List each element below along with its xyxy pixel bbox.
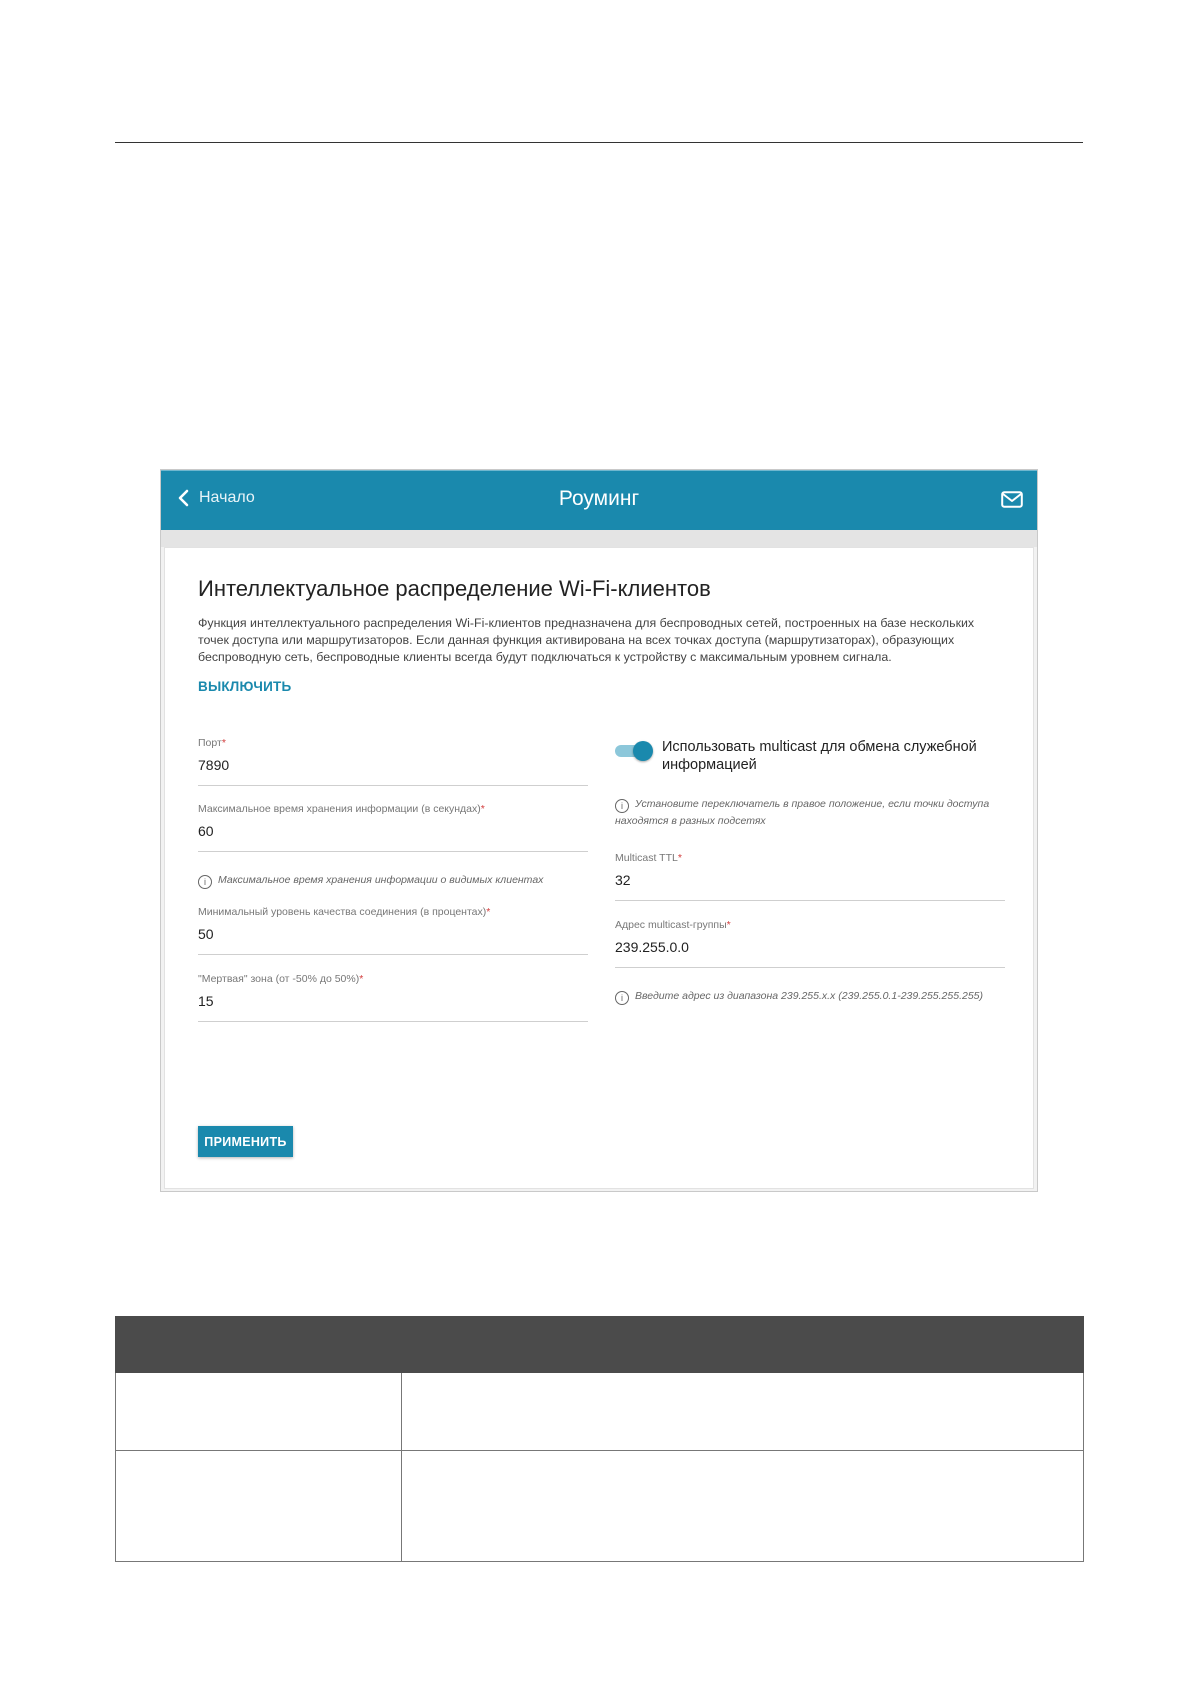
ttl-label: Multicast TTL [615, 852, 678, 864]
required-mark: * [677, 852, 682, 864]
apply-button[interactable]: ПРИМЕНИТЬ [198, 1126, 293, 1157]
settings-card [164, 547, 1034, 1189]
table-header-row [116, 1317, 1084, 1373]
group-address-label: Адрес multicast-группы [615, 919, 727, 931]
table-cell [402, 1373, 1084, 1451]
address-hint [615, 988, 1005, 1005]
toggle-hint-text: Установите переключатель в правое положение, если точки доступа находятся в разных подсетях [615, 798, 990, 827]
required-mark: * [359, 973, 364, 985]
min-quality-label: Минимальный уровень качества соединения (в процентах) [198, 906, 487, 918]
parameters-table [115, 1316, 1084, 1562]
table-header-cell [116, 1317, 1084, 1373]
table-cell [116, 1451, 402, 1562]
required-mark: * [726, 919, 731, 931]
dead-zone-input[interactable] [198, 993, 578, 1009]
port-input[interactable] [198, 757, 578, 773]
max-time-hint [198, 872, 588, 889]
router-ui-screenshot [160, 469, 1038, 1192]
address-hint-text: Введите адрес из диапазона 239.255.x.x (239.255.0.1-239.255.255.255) [635, 990, 984, 1002]
back-label: Начало [199, 489, 255, 506]
dead-zone-label: "Мертвая" зона (от -50% до 50%) [198, 973, 360, 985]
max-time-label: Максимальное время хранения информации (в секундах) [198, 803, 481, 815]
group-address-input[interactable] [615, 939, 995, 955]
ttl-field [615, 852, 1005, 901]
port-label: Порт [198, 737, 222, 749]
required-mark: * [221, 737, 226, 749]
info-icon: i [198, 875, 212, 889]
required-mark: * [480, 803, 485, 815]
min-quality-field [198, 906, 588, 955]
min-quality-input[interactable] [198, 926, 578, 942]
max-time-field [198, 803, 588, 852]
section-title: Интеллектуальное распределение Wi-Fi-клиентов [198, 576, 711, 601]
info-icon: i [615, 799, 629, 813]
table-cell [116, 1373, 402, 1451]
table-cell [402, 1451, 1084, 1562]
port-field [198, 737, 588, 786]
disable-button[interactable]: ВЫКЛЮЧИТЬ [198, 679, 292, 694]
table-row [116, 1451, 1084, 1562]
max-time-hint-text: Максимальное время хранения информации о видимых клиентах [218, 874, 544, 886]
mail-icon [1001, 491, 1023, 508]
page-top-rule [115, 142, 1083, 143]
notifications-button[interactable] [1001, 491, 1023, 513]
top-bar [161, 470, 1037, 530]
section-description: Функция интеллектуального распределения Wi-Fi-клиентов предназначена для беспроводных сетей, построенных на базе нескольких точек доступа или маршрутизаторов. Если данная функция активирована на всех точках доступа (маршрутизаторах), образующих беспроводную сеть, беспроводные клиенты всегда будут подключаться к устройству с максимальным уровнем сигнала. [198, 616, 975, 664]
ttl-input[interactable] [615, 872, 995, 888]
info-icon: i [615, 991, 629, 1005]
table-row [116, 1373, 1084, 1451]
required-mark: * [486, 906, 491, 918]
max-time-input[interactable] [198, 823, 578, 839]
toggle-hint [615, 796, 995, 830]
multicast-toggle-label: Использовать multicast для обмена служебной информацией [662, 739, 977, 773]
header-shadow [161, 530, 1037, 547]
dead-zone-field [198, 973, 588, 1022]
page-title: Роуминг [558, 487, 640, 510]
toggle-knob [633, 741, 653, 761]
group-address-field [615, 919, 1005, 968]
multicast-toggle[interactable] [615, 740, 651, 760]
